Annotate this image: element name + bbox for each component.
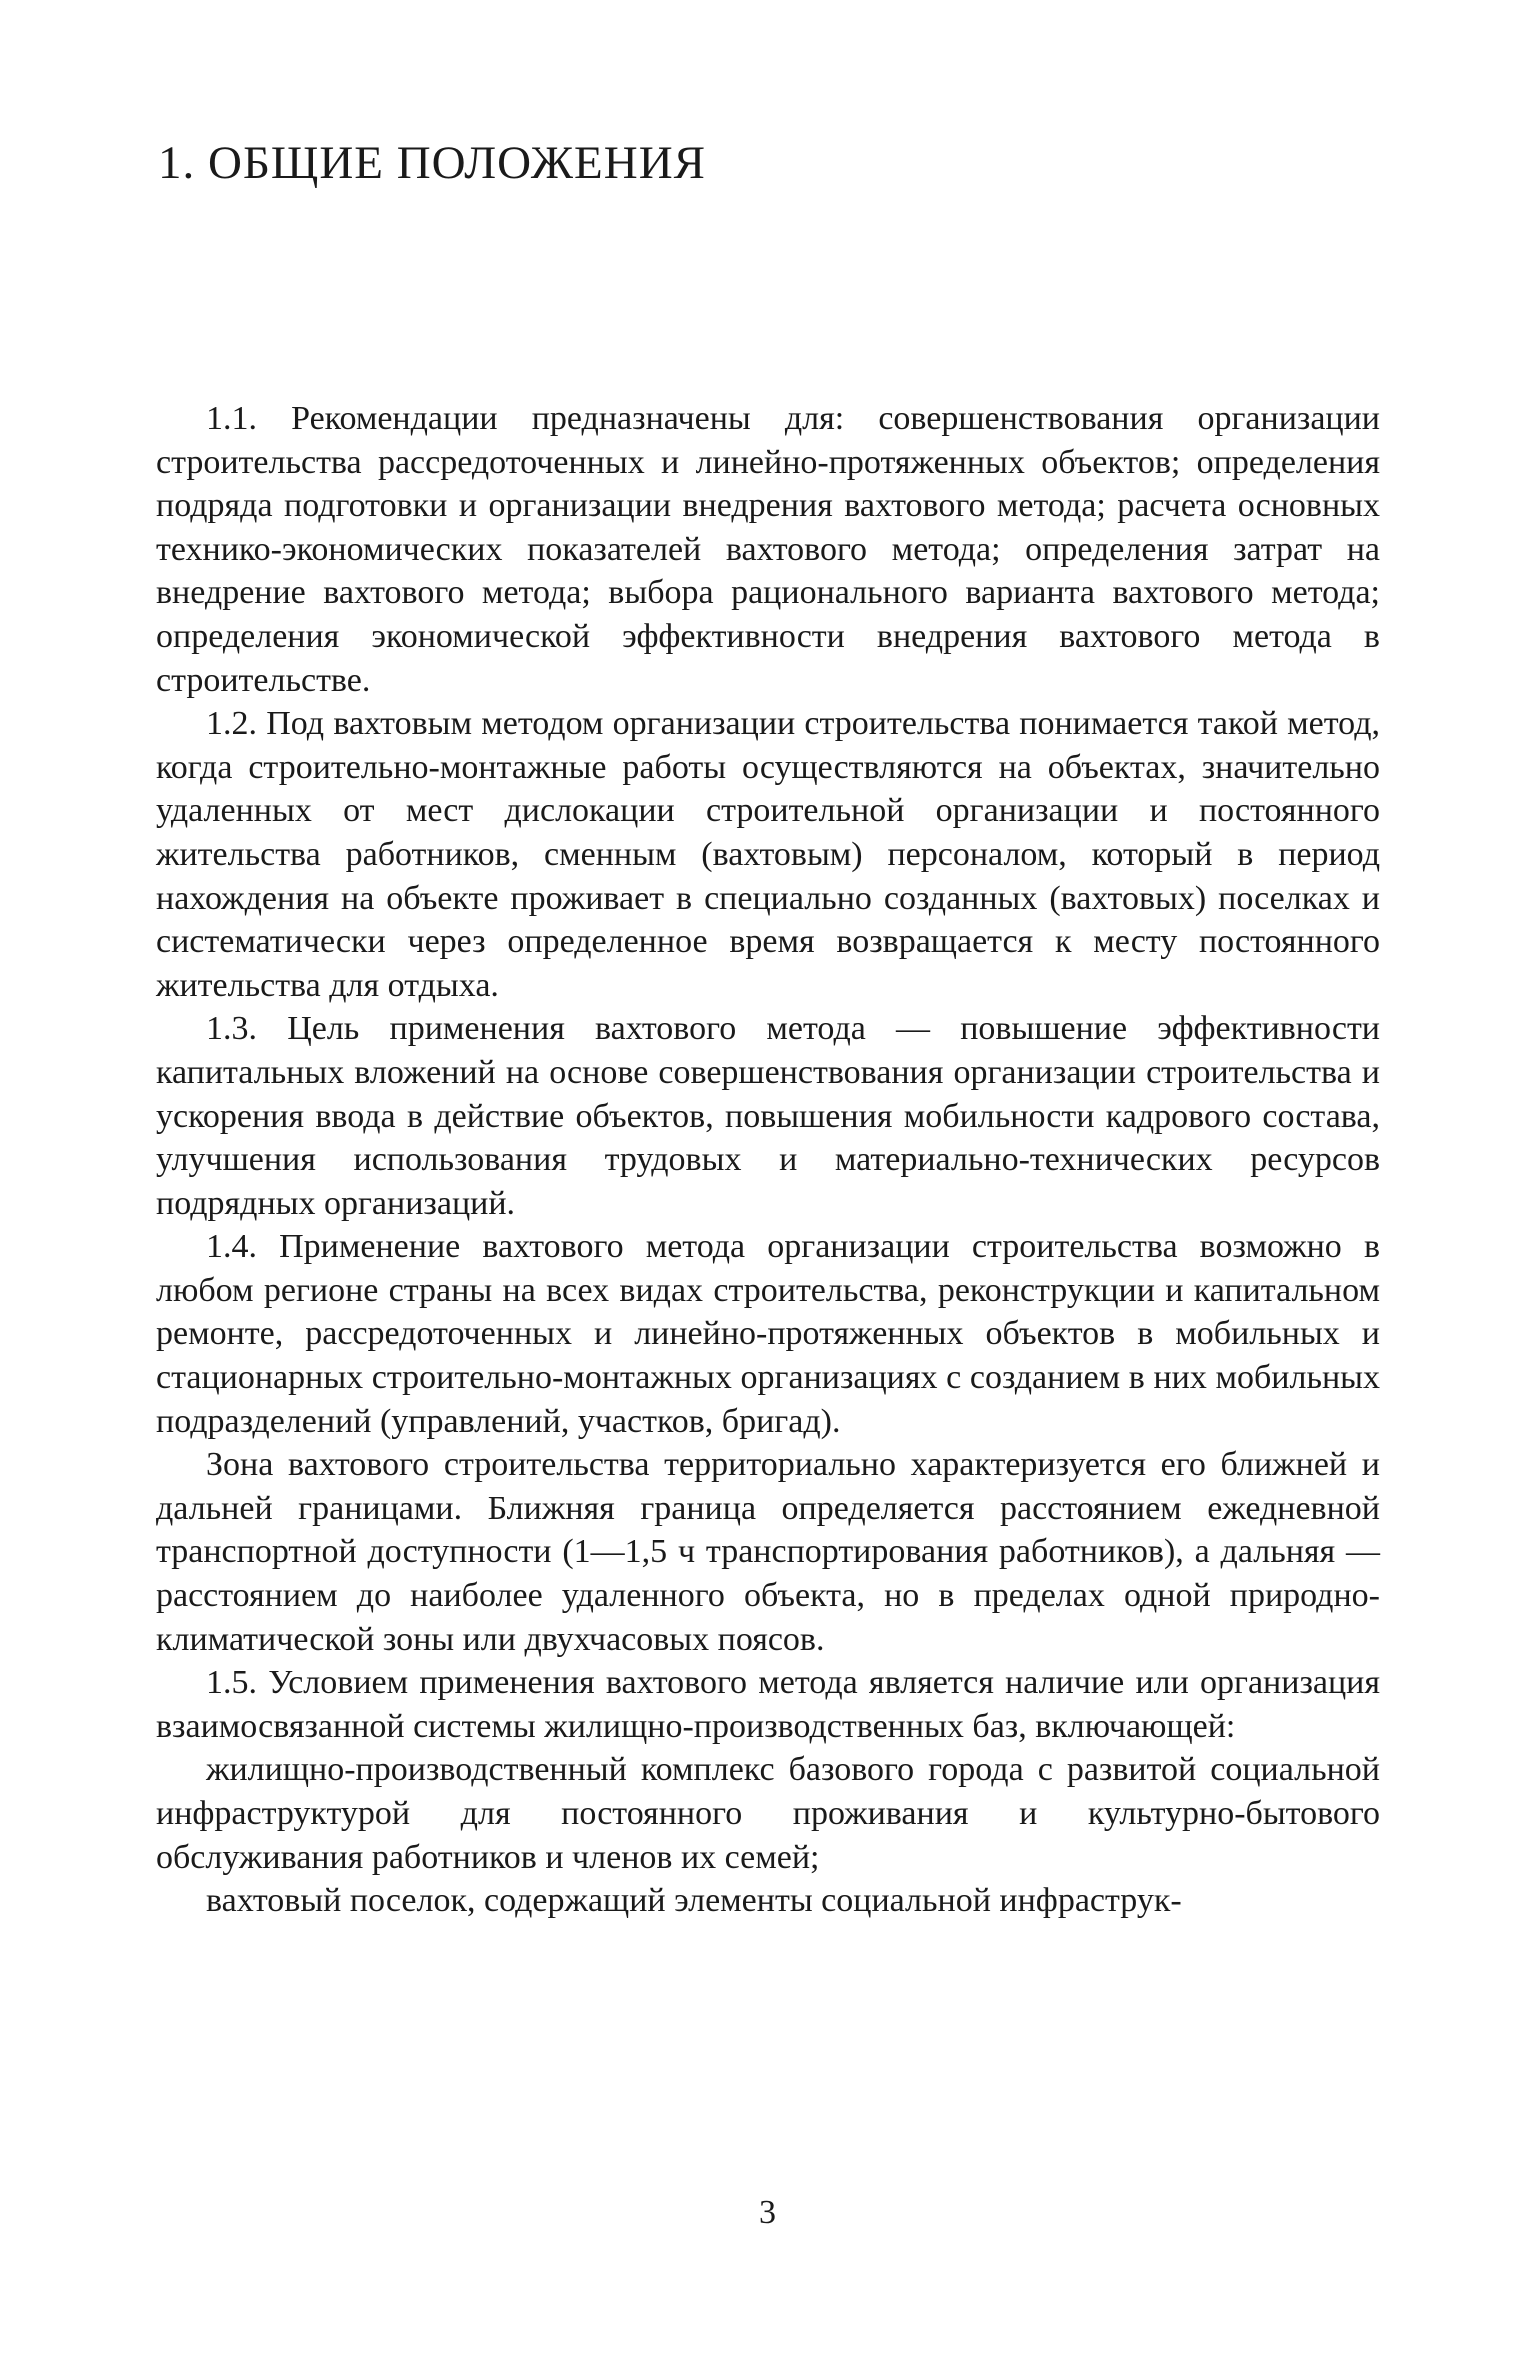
page-number: 3 [759, 2194, 776, 2231]
paragraph-zone: Зона вахтового строительства территориально характеризуется его ближней и дальней границами. Ближняя граница определяется расстоянием ежедневной транспортной доступности (1—1,5 ч транспортирования работников), а дальняя — расстоянием до наиболее удаленного объекта, но в пределах одной природно-климатической зоны или двухчасовых поясов. [156, 1446, 1380, 1658]
paragraph-base-complex: жилищно-производственный комплекс базового города с развитой социальной инфраструктурой для постоянного проживания и культурно-бытового обслуживания работников и членов их семей; [156, 1751, 1380, 1876]
paragraph-1-3: 1.3. Цель применения вахтового метода — повышение эффективности капитальных вложений на основе совершенствования организации строительства и ускорения ввода в действие объектов, повышения мобильности кадрового состава, улучшения использования трудовых и материально-технических ресурсов подрядных организаций. [156, 1010, 1380, 1222]
paragraph-1-4: 1.4. Применение вахтового метода организации строительства возможно в любом регионе страны на всех видах строительства, реконструкции и капитальном ремонте, рассредоточенных и линейно-протяженных объектов в мобильных и стационарных строительно-монтажных организациях с созданием в них мобильных подразделений (управлений, участков, бригад). [156, 1228, 1380, 1440]
paragraph-1-1: 1.1. Рекомендации предназначены для: совершенствования организации строительства рассредоточенных и линейно-протяженных объектов; определения подряда подготовки и организации внедрения вахтового метода; расчета основных технико-экономических показателей вахтового метода; определения затрат на внедрение вахтового метода; выбора рационального варианта вахтового метода; определения экономической эффективности внедрения вахтового метода в строительстве. [156, 400, 1380, 699]
paragraph-1-5: 1.5. Условием применения вахтового метода является наличие или организация взаимосвязанной системы жилищно-производственных баз, включающей: [156, 1664, 1380, 1745]
paragraph-camp: вахтовый поселок, содержащий элементы социальной инфраструк- [206, 1882, 1182, 1920]
section-heading: 1. ОБЩИЕ ПОЛОЖЕНИЯ [158, 137, 706, 189]
paragraph-1-2: 1.2. Под вахтовым методом организации строительства понимается такой метод, когда строительно-монтажные работы осуществляются на объектах, значительно удаленных от мест дислокации строительной организации и постоянного жительства работников, сменным (вахтовым) персоналом, который в период нахождения на объекте проживает в специально созданных (вахтовых) поселках и систематически через определенное время возвращается к месту постоянного жительства для отдыха. [156, 705, 1380, 1004]
body-text [156, 397, 1380, 1923]
